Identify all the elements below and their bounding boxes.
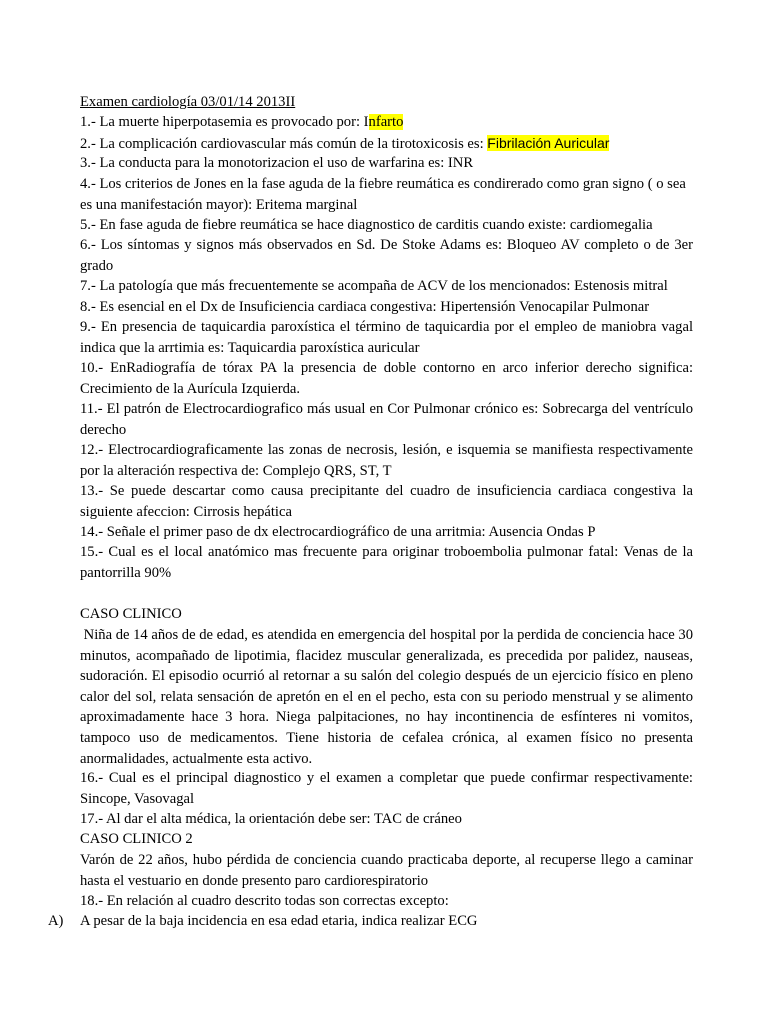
question-8: 8.- Es esencial en el Dx de Insuficiencia cardiaca congestiva: Hipertensión Venocapilar Pulmonar [80,299,650,315]
question-7: 7.- La patología que más frecuentemente se acompaña de ACV de los mencionados: Estenosis mitral [80,278,668,294]
case-2-title: CASO CLINICO 2 [80,831,193,847]
question-1-answer-initial: I [363,114,369,130]
question-10: 10.- EnRadiografía de tórax PA la presencia de doble contorno en arco inferior derecho significa: Crecimiento de la Aurícula Izquierda. [80,360,693,397]
question-1-answer-highlight: nfarto [368,114,404,130]
exam-title [80,92,693,113]
question-6: 6.- Los síntomas y signos más observados en Sd. De Stoke Adams es: Bloqueo AV completo o de 3er grado [80,237,693,274]
question-12: 12.- Electrocardiograficamente las zonas de necrosis, lesión, e isquemia se manifiesta respectivamente por la alteración respectiva de: Complejo QRS, ST, T [80,442,693,479]
question-1 [80,112,693,133]
question-15: 15.- Cual es el local anatómico mas frecuente para originar troboembolia pulmonar fatal: Venas de la pantorrilla 90% [80,544,693,581]
question-2-text: 2.- La complicación cardiovascular más común de la tirotoxicosis es: [80,136,488,152]
question-5: 5.- En fase aguda de fiebre reumática se hace diagnostico de carditis cuando existe: cardiomegalia [80,217,653,233]
exam-title-text: Examen cardiología 03/01/14 2013II [80,94,296,110]
question-16: 16.- Cual es el principal diagnostico y el examen a completar que puede confirmar respectivamente: Sincope, Vasovagal [80,770,693,807]
question-3: 3.- La conducta para la monotorizacion el uso de warfarina es: INR [80,155,474,171]
option-a-text: A pesar de la baja incidencia en esa edad etaria, indica realizar ECG [80,913,478,929]
question-17: 17.- Al dar el alta médica, la orientación debe ser: TAC de cráneo [80,811,462,827]
question-9: 9.- En presencia de taquicardia paroxística el término de taquicardia por el empleo de maniobra vagal indica que la arrtimia es: Taquicardia paroxística auricular [80,319,693,356]
question-1-text: 1.- La muerte hiperpotasemia es provocado por: [80,114,364,130]
question-4: 4.- Los criterios de Jones en la fase aguda de la fiebre reumática es condirerado como gran signo ( o sea es una manifestación mayor): Eritema marginal [80,176,686,213]
question-11: 11.- El patrón de Electrocardiografico más usual en Cor Pulmonar crónico es: Sobrecarga del ventrículo derecho [80,401,693,438]
question-2 [80,133,693,155]
question-2-answer-highlight: Fibrilación Auricular [487,135,610,151]
option-a-marker: A) [48,913,64,929]
question-14: 14.- Señale el primer paso de dx electrocardiográfico de una arritmia: Ausencia Ondas P [80,524,596,540]
question-13: 13.- Se puede descartar como causa precipitante del cuadro de insuficiencia cardiaca congestiva la siguiente afeccion: Cirrosis hepática [80,483,693,520]
question-18: 18.- En relación al cuadro descrito todas son correctas excepto: [80,893,449,909]
case-1-title: CASO CLINICO [80,606,182,622]
case-1-description: Niña de 14 años de de edad, es atendida en emergencia del hospital por la perdida de conciencia hace 30 minutos, acompañado de lipotimia, flacidez muscular generalizada, es precedida por palidez, nauseas, sudoración. El episodio ocurrió al retornar a su salón del colegio después de un ejercicio físico en pleno calor del sol, relata sensación de apretón en el en el pecho, esta con su periodo menstrual y se alimento aproximadamente hace 3 hora. Niega palpitaciones, no hay incontinencia de esfínteres ni vomitos, tampoco uso de medicamentos. Tiene historia de cefalea crónica, al examen físico no presenta anormalidades, actualmente esta activo. [80,627,697,767]
case-2-description: Varón de 22 años, hubo pérdida de conciencia cuando practicaba deporte, al recuperse llego a caminar hasta el vestuario en donde presento paro cardiorespiratorio [80,852,693,889]
